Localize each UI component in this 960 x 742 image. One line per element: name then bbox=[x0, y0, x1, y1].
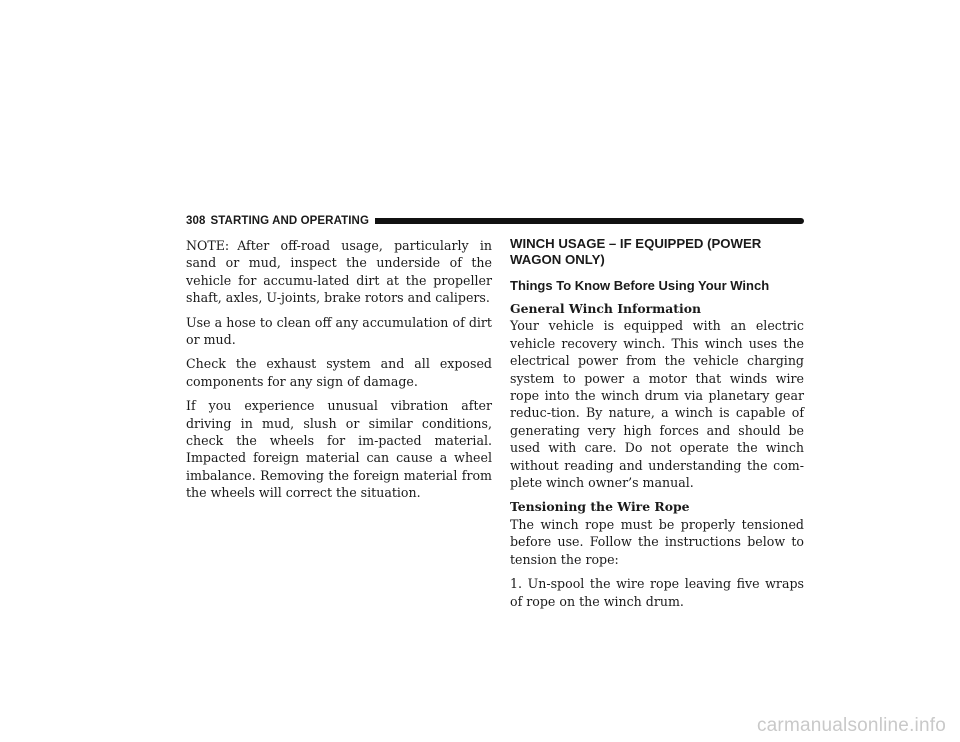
note-label: NOTE: bbox=[186, 238, 230, 253]
watermark: carmanualsonline.info bbox=[756, 715, 946, 736]
step-1-text: 1. Un-spool the wire rope leaving five wraps of rope on the winch drum. bbox=[510, 576, 804, 609]
tensioning-heading: Tensioning the Wire Rope bbox=[510, 499, 690, 515]
general-info-heading: General Winch Information bbox=[510, 301, 701, 316]
exhaust-paragraph: Check the exhaust system and all exposed components for any sign of damage. bbox=[186, 356, 492, 389]
page-number: 308 bbox=[186, 215, 206, 227]
things-to-know-heading: Things To Know Before Using Your Winch bbox=[510, 278, 770, 293]
note-paragraph bbox=[186, 237, 492, 307]
right-column bbox=[510, 236, 804, 617]
hose-paragraph: Use a hose to clean off any accumulation of dirt or mud. bbox=[186, 314, 492, 348]
winch-section-heading: WINCH USAGE – IF EQUIPPED (POWER WAGON ONLY) bbox=[510, 236, 762, 267]
section-title: STARTING AND OPERATING bbox=[210, 215, 370, 227]
running-header bbox=[186, 214, 804, 228]
header-rule bbox=[375, 218, 804, 224]
note-text: After off-road usage, particularly in sand or mud, inspect the underside of the vehicle for accumu-lated dirt at the propeller shaft, axles, U-joints, brake rotors and calipers. bbox=[186, 238, 492, 306]
left-column bbox=[186, 237, 492, 509]
tensioning-text: The winch rope must be properly tensioned before use. Follow the instructions below to tension the rope: bbox=[510, 516, 804, 567]
general-info-text: Your vehicle is equipped with an electric vehicle recovery winch. This winch uses the electrical power from the vehicle charging system to power a motor that winds wire rope into the winch drum via planetary gear reduc-tion. By nature, a winch is capable of generating very high forces and should be used with care. Do not operate the winch without reading and understanding the com-plete winch owner’s manual. bbox=[510, 318, 804, 491]
vibration-paragraph: If you experience unusual vibration after driving in mud, slush or similar conditions, check the wheels for im-pacted material. Impacted foreign material can cause a wheel imbalance. Removing the foreign material from the wheels will correct the situation. bbox=[186, 398, 492, 501]
